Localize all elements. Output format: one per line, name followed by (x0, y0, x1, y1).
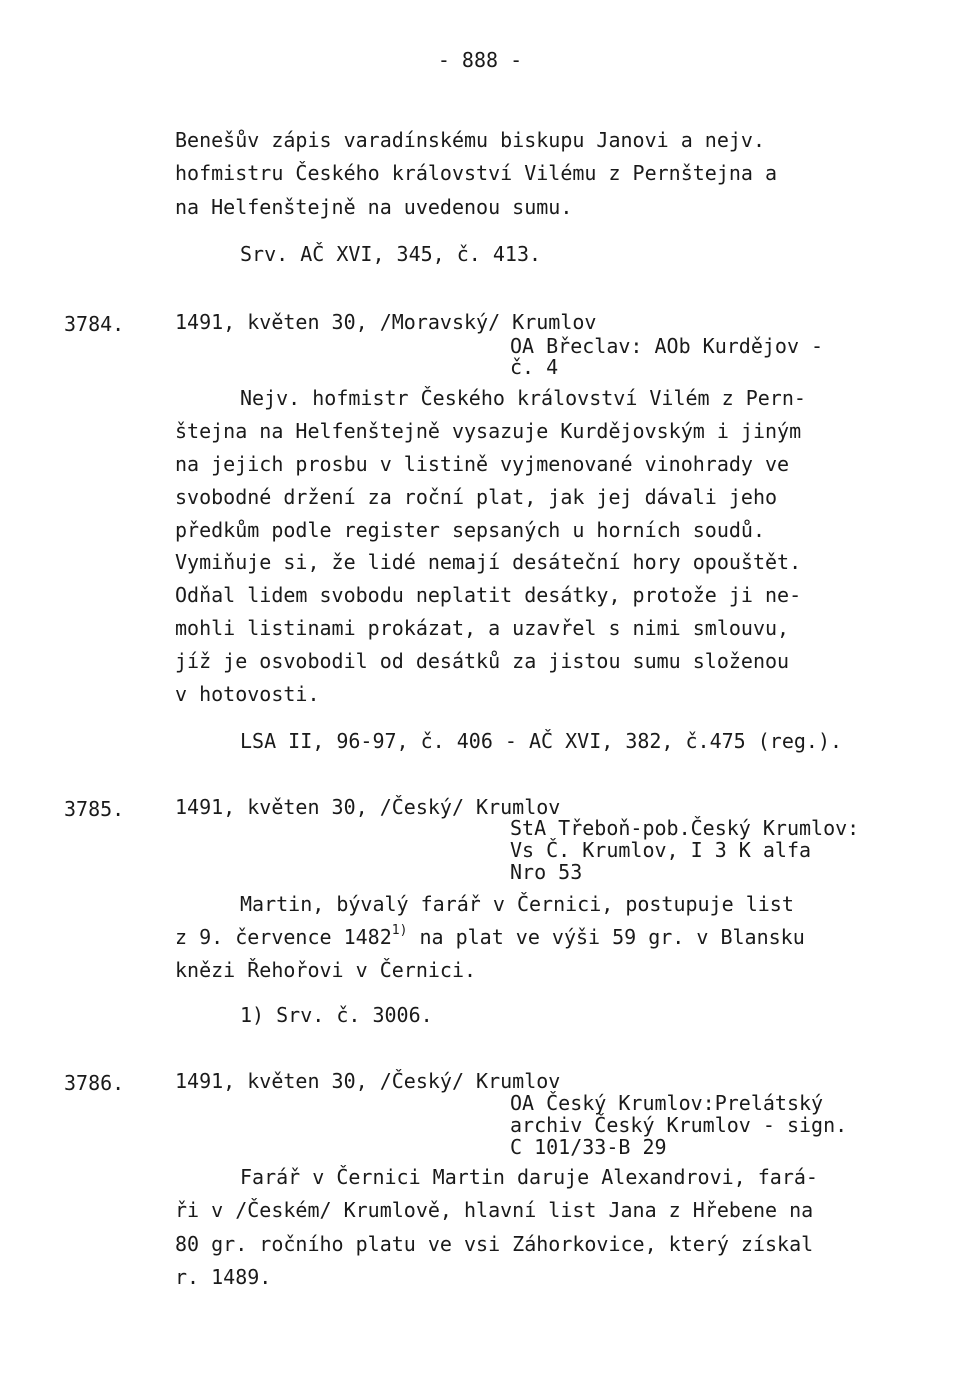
text-line: Benešův zápis varadínskému biskupu Janovi a nejv. (175, 128, 766, 152)
entry-number: 3785. (64, 797, 125, 821)
text-line: v hotovosti. (175, 682, 320, 706)
text-line: Nejv. hofmistr Českého království Vilém z Pern- (240, 386, 806, 410)
text-line: Farář v Černici Martin daruje Alexandrovi, fará- (240, 1165, 818, 1189)
source-line: č. 4 (510, 355, 559, 379)
text-line: předkům podle register sepsaných u horních soudů. (175, 518, 766, 542)
source-line: C 101/33-B 29 (510, 1135, 667, 1159)
text-line: mohli listinami prokázat, a uzavřel s nimi smlouvu, (175, 616, 790, 640)
entry-number: 3786. (64, 1071, 125, 1095)
entry-header: 1491, květen 30, /Moravský/ Krumlov (175, 310, 597, 334)
text-line: Martin, bývalý farář v Černici, postupuje list (240, 892, 794, 916)
text-line: hofmistru Českého království Vilému z Pernštejna a (175, 161, 778, 185)
text-line: ři v /Českém/ Krumlově, hlavní list Jana z Hřebene na (175, 1198, 814, 1222)
text-line: svobodné držení za roční plat, jak jej dávali jeho (175, 485, 778, 509)
entry-number: 3784. (64, 312, 125, 336)
reference: LSA II, 96-97, č. 406 - AČ XVI, 382, č.475 (reg.). (240, 729, 843, 753)
page-number: - 888 - (437, 48, 523, 72)
text-line: Odňal lidem svobodu neplatit desátky, protože ji ne- (175, 583, 802, 607)
text-line: štejna na Helfenštejně vysazuje Kurdějovským i jiným (175, 419, 802, 443)
source-line: Vs Č. Krumlov, I 3 K alfa (510, 838, 812, 862)
text-line: 80 gr. ročního platu ve vsi Záhorkovice, který získal (175, 1232, 814, 1256)
entry-header: 1491, květen 30, /Český/ Krumlov (175, 1069, 561, 1093)
text-segment: na plat ve výši 59 gr. v Blansku (407, 925, 805, 949)
text-line: jíž je osvobodil od desátků za jistou sumu složenou (175, 649, 790, 673)
text-line: knězi Řehořovi v Černici. (175, 958, 477, 982)
source-line: archiv Český Krumlov - sign. (510, 1113, 848, 1137)
entry-header: 1491, květen 30, /Český/ Krumlov (175, 795, 561, 819)
footnote: 1) Srv. č. 3006. (240, 1003, 433, 1027)
text-line (175, 923, 805, 949)
footnote-marker: 1) (391, 923, 408, 939)
text-line: na Helfenštejně na uvedenou sumu. (175, 195, 573, 219)
source-line: OA Břeclav: AOb Kurdějov - (510, 334, 824, 358)
text-segment: z 9. července 1482 (175, 925, 392, 949)
text-line: r. 1489. (175, 1265, 272, 1289)
reference: Srv. AČ XVI, 345, č. 413. (240, 242, 542, 266)
source-line: StA Třeboň-pob.Český Krumlov: (510, 816, 860, 840)
text-line: na jejich prosbu v listině vyjmenované vinohrady ve (175, 452, 790, 476)
source-line: Nro 53 (510, 860, 583, 884)
text-line: Vymiňuje si, že lidé nemají desáteční hory opouštět. (175, 550, 802, 574)
source-line: OA Český Krumlov:Prelátský (510, 1091, 824, 1115)
